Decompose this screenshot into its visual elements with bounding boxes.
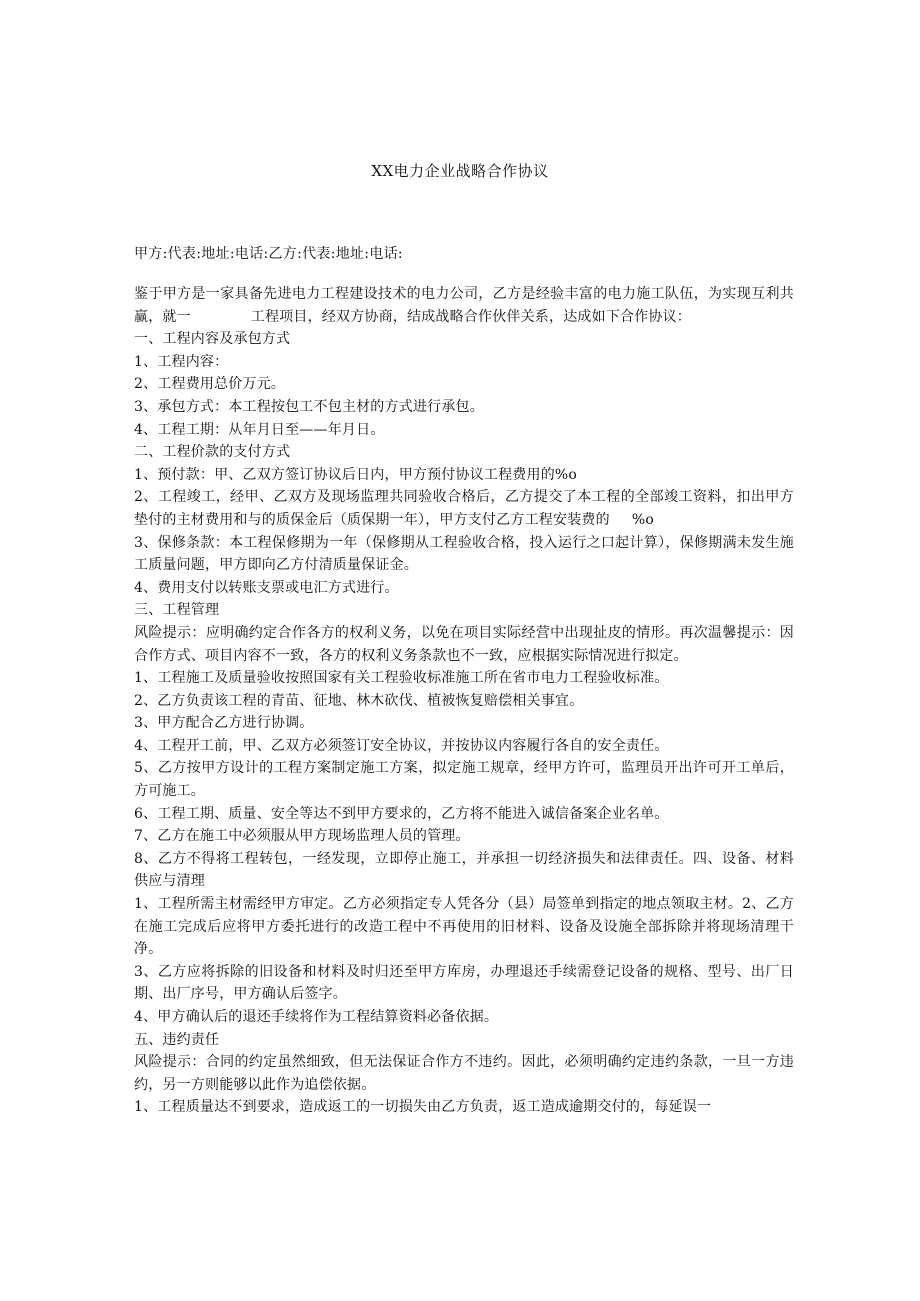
section-3-item-4: 4、工程开工前，甲、乙双方必须签订安全协议，并按协议内容履行各自的安全责任。	[134, 737, 669, 754]
section-1-item-4: 4、工程工期：从年月日至——年月日。	[134, 421, 385, 438]
section-1-heading: 一、工程内容及承包方式	[134, 331, 291, 348]
section-2-heading: 二、工程价款的支付方式	[134, 444, 291, 461]
section-3-item-8: 8、乙方不得将工程转包，一经发现，立即停止施工，并承担一切经济损失和法律责任。四、设备、材料供应与清理	[134, 850, 794, 890]
section-5-heading: 五、违约责任	[134, 1031, 220, 1048]
section-3-item-1: 1、工程施工及质量验收按照国家有关工程验收标准施工所在省市电力工程验收标准。	[134, 670, 669, 687]
section-1-item-1: 1、工程内容：	[134, 353, 229, 370]
section-5-item-1: 1、工程质量达不到要求，造成返工的一切损失由乙方负责，返工造成逾期交付的，每延误一	[134, 1099, 712, 1116]
section-5-risk-note: 风险提示：合同的约定虽然细致，但无法保证合作方不违约。因此，必须明确约定违约条款，一旦一方违约，另一方则能够以此作为追偿依据。	[134, 1054, 794, 1093]
section-3-heading: 三、工程管理	[134, 602, 220, 619]
section-4-item-4: 4、甲方确认后的退还手续将作为工程结算资料必备依据。	[134, 1009, 499, 1025]
section-3-item-2: 2、乙方负责该工程的青苗、征地、林木砍伐、植被恢复赔偿相关事宜。	[134, 692, 584, 709]
section-3-item-7: 7、乙方在施工中必须服从甲方现场监理人员的管理。	[134, 828, 470, 845]
document-body	[134, 283, 794, 1119]
intro-paragraph	[134, 283, 794, 328]
section-2-item-2-percent: %o	[631, 511, 654, 528]
section-1-item-2: 2、工程费用总价万元。	[134, 376, 286, 393]
section-2-item-1: 1、预付款：甲、乙双方签订协议后日内，甲方预付协议工程费用的%o	[134, 466, 578, 483]
section-3-item-5: 5、乙方按甲方设计的工程方案制定施工方案，拟定施工规章，经甲方许可，监理员开出许可开工单后，方可施工。	[134, 760, 794, 800]
section-3-risk-note: 风险提示：应明确约定合作各方的权利义务，以免在项目实际经营中出现扯皮的情形。再次温馨提示：因合作方式、项目内容不一致，各方的权利义务条款也不一致，应根据实际情况进行拟定。	[134, 624, 794, 664]
section-2-item-4: 4、费用支付以转账支票或电汇方式进行。	[134, 579, 399, 596]
section-3-item-3: 3、甲方配合乙方进行协调。	[134, 715, 314, 732]
section-2-item-2	[134, 486, 794, 531]
intro-part1: 鉴于甲方是一家具备先进电力工程建设技术的电力公司，乙方是经验丰富的电力施工队伍，为实现互利共赢，就一	[134, 286, 794, 325]
section-3-item-6: 6、工程工期、质量、安全等达不到甲方要求的，乙方将不能进入诚信备案企业名单。	[134, 805, 669, 822]
document-title: XX电力企业战略合作协议	[371, 162, 549, 180]
section-1-item-3: 3、承包方式：本工程按包工不包主材的方式进行承包。	[134, 398, 484, 415]
parties-line: 甲方:代表:地址:电话:乙方:代表:地址:电话:	[134, 246, 403, 262]
section-2-item-2-text: 2、工程竣工，经甲、乙双方及现场监理共同验收合格后，乙方提交了本工程的全部竣工资料，扣出甲方垫付的主材费用和与的质保金后（质保期一年），甲方支付乙方工程安装费的	[134, 489, 794, 528]
section-4-item-3: 3、乙方应将拆除的旧设备和材料及时归还至甲方库房，办理退还手续需登记设备的规格、型号、出厂日期、出厂序号，甲方确认后签字。	[134, 963, 794, 1003]
intro-part2: 工程项目，经双方协商，结成战略合作伙伴关系，达成如下合作协议：	[250, 308, 692, 325]
section-2-item-3: 3、保修条款：本工程保修期为一年（保修期从工程验收合格，投入运行之口起计算），保修期满未发生施工质量问题，甲方即向乙方付清质量保证金。	[134, 534, 794, 574]
section-4-item-1: 1、工程所需主材需经甲方审定。乙方必须指定专人凭各分（县）局签单到指定的地点领取主材。2、乙方在施工完成后应将甲方委托进行的改造工程中不再使用的旧材料、设备及设施全部拆除并将现场清理干净。	[134, 896, 794, 958]
